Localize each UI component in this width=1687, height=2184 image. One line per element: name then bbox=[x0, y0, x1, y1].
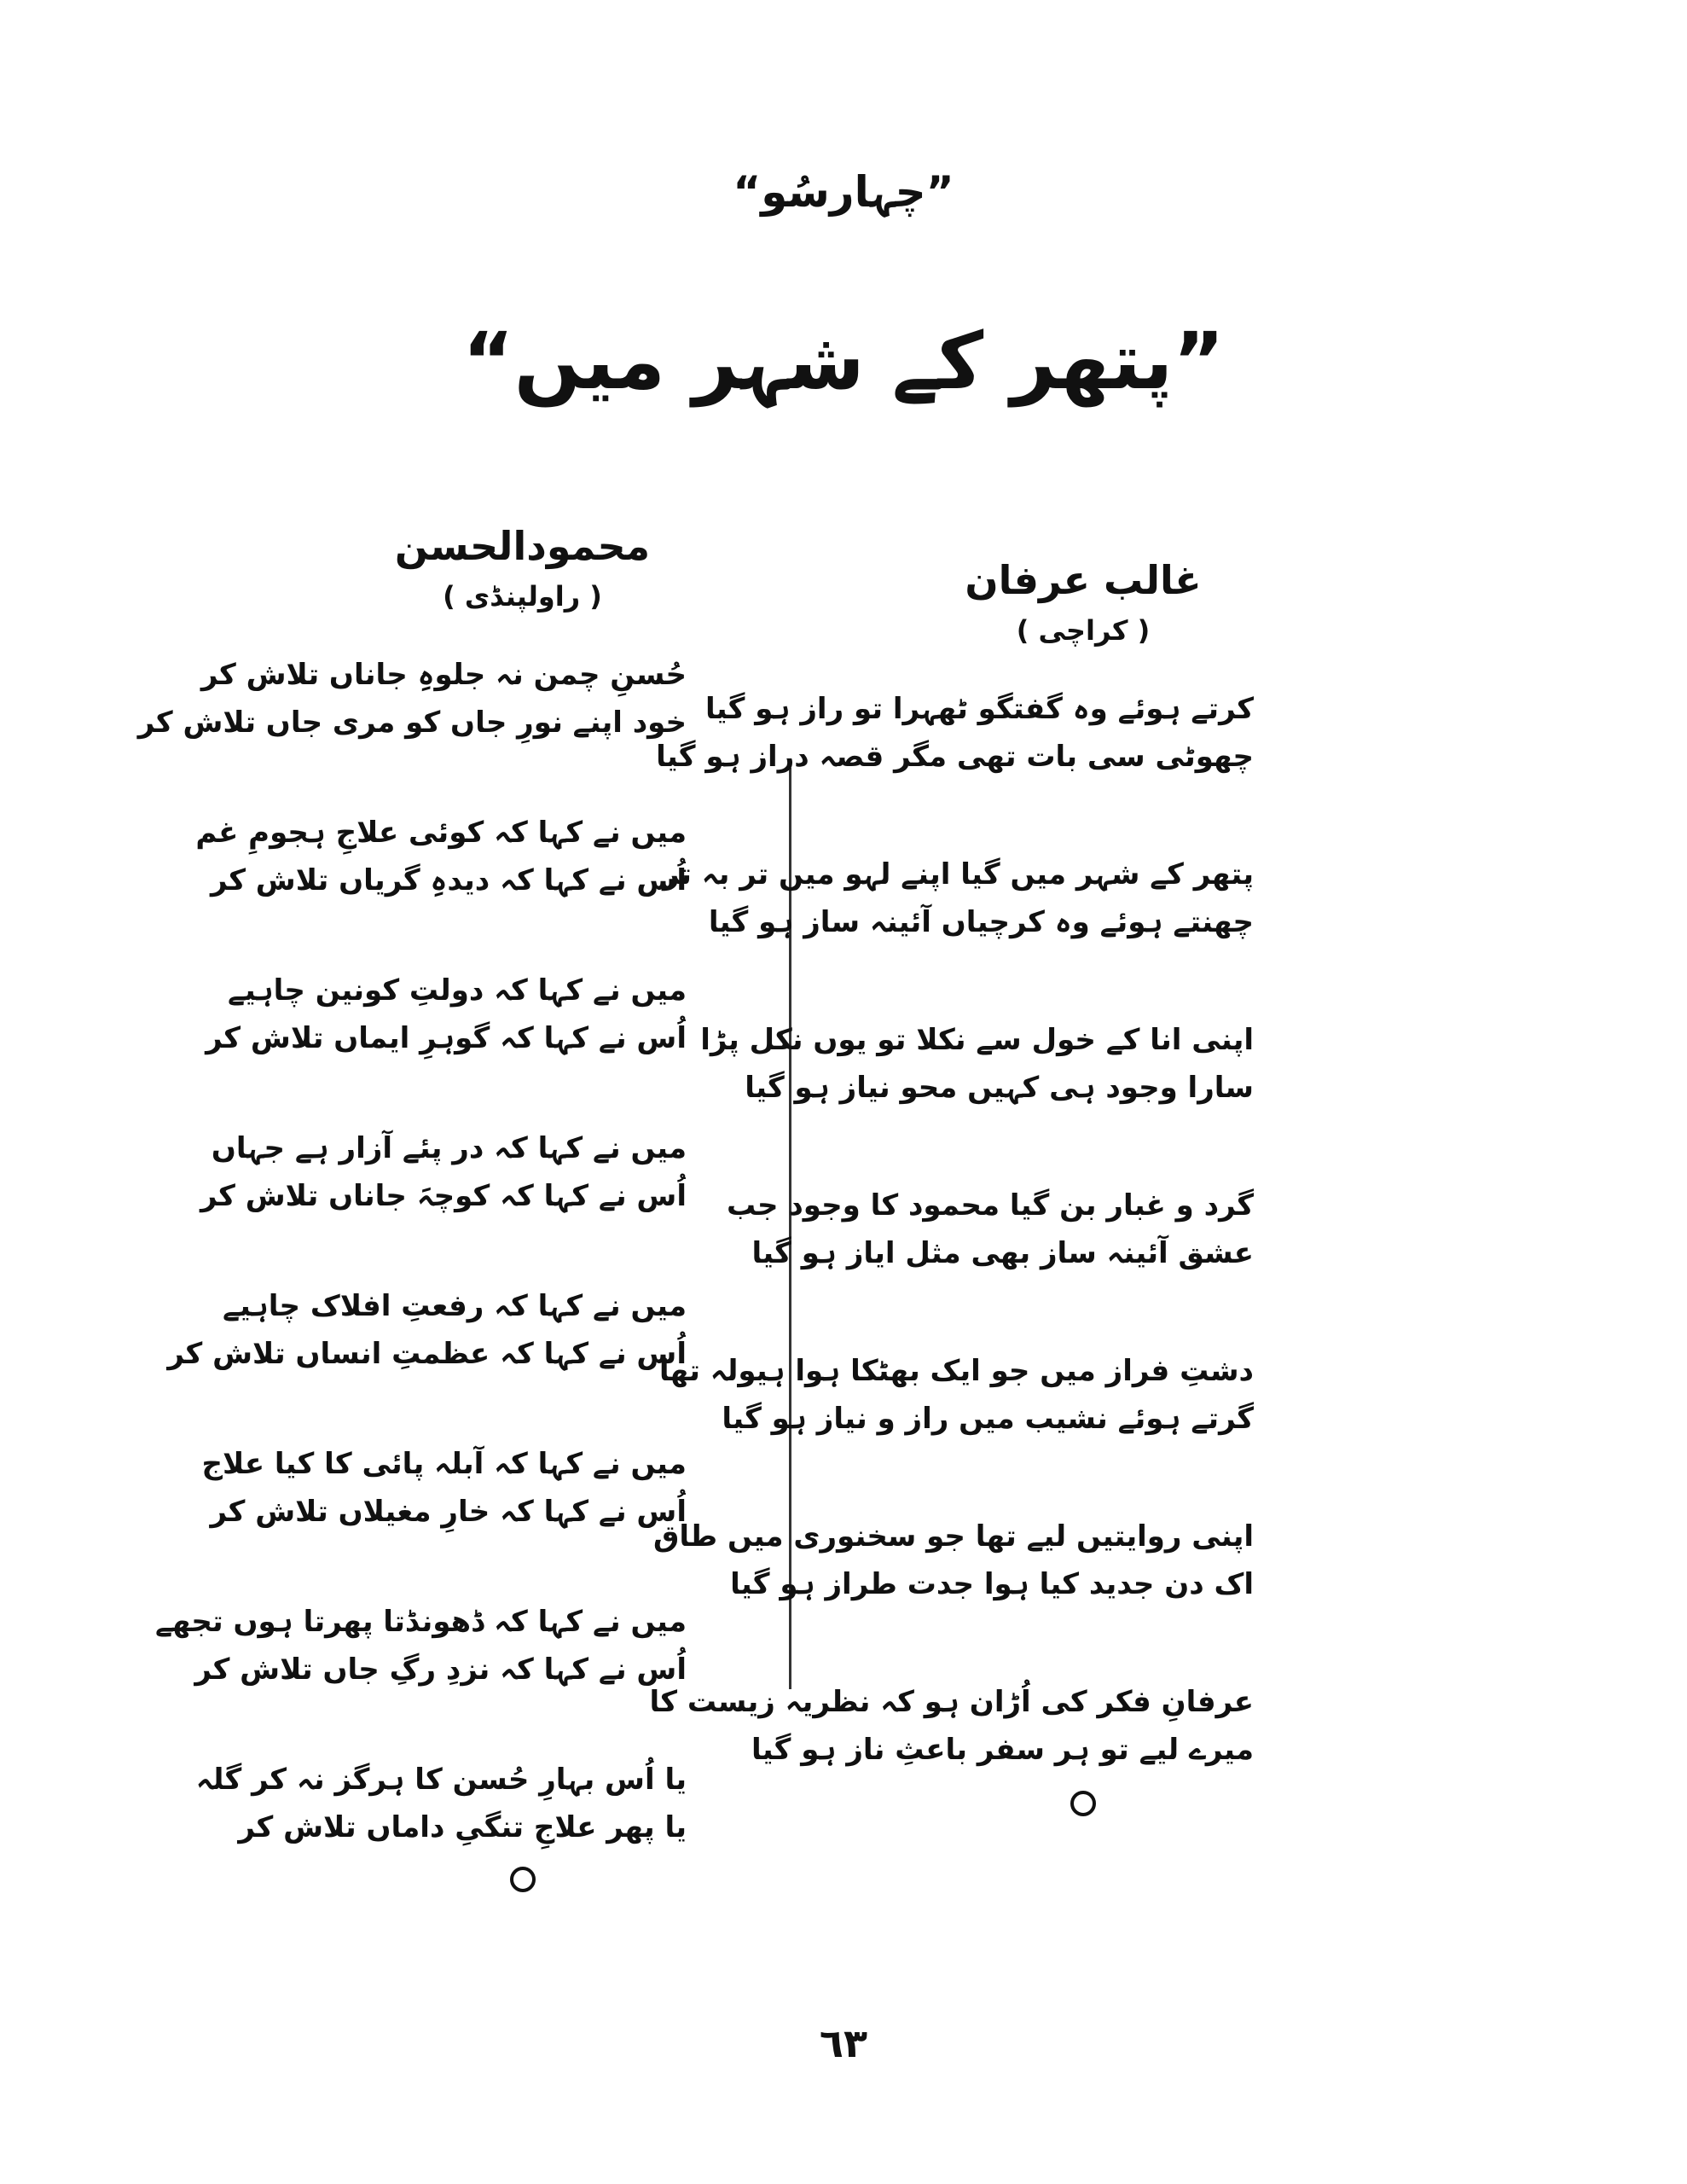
poet-city: ( کراچی ) bbox=[1016, 614, 1151, 647]
verse-line: خود اپنے نورِ جاں کو مری جاں تلاش کر bbox=[137, 706, 687, 740]
stanza bbox=[137, 651, 687, 746]
magazine-title: ”چہارسُو“ bbox=[733, 167, 954, 217]
verse-line: میں نے کہا کہ دولتِ کونین چاہیے bbox=[227, 973, 687, 1008]
verse-line: میں نے کہا کہ کوئی علاجِ ہجومِ غم bbox=[195, 816, 687, 850]
verse-line: اُس نے کہا کہ نزدِ رگِ جاں تلاش کر bbox=[194, 1653, 687, 1687]
stanza bbox=[658, 1347, 1254, 1443]
stanza bbox=[195, 1756, 687, 1851]
verse-line: اُس نے کہا کہ خارِ مغیلاں تلاش کر bbox=[210, 1495, 687, 1529]
verse-line: گرد و غبار بن گیا محمود کا وجود جب bbox=[727, 1188, 1254, 1223]
stanza bbox=[727, 1182, 1254, 1277]
poet-name: غالب عرفان bbox=[965, 557, 1202, 603]
verse-line: یا اُس بہارِ حُسن کا ہرگز نہ کر گلہ bbox=[195, 1763, 687, 1797]
verse-line: میں نے کہا کہ ڈھونڈتا پھرتا ہوں تجھے bbox=[155, 1605, 687, 1639]
stanza bbox=[653, 1513, 1254, 1608]
stanza bbox=[649, 1678, 1254, 1774]
verse-line: چھنتے ہوئے وہ کرچیاں آئینہ ساز ہو گیا bbox=[708, 905, 1254, 939]
verse-line: میں نے کہا کہ رفعتِ افلاک چاہیے bbox=[223, 1289, 687, 1323]
poet-city: ( راولپنڈی ) bbox=[443, 580, 602, 613]
poet-name: محمودالحسن bbox=[394, 523, 651, 569]
end-circle-icon bbox=[1070, 1791, 1096, 1816]
verse-line: اُس نے کہا کہ دیدہِ گریاں تلاش کر bbox=[211, 863, 687, 897]
verse-line: اپنی انا کے خول سے نکلا تو یوں نکل پڑا bbox=[700, 1023, 1254, 1057]
poem-mahmood-ul-hasan bbox=[137, 516, 687, 1892]
verse-line: اُس نے کہا کہ گوہرِ ایماں تلاش کر bbox=[206, 1021, 687, 1055]
stanza bbox=[656, 685, 1254, 781]
verse-line: حُسنِ چمن نہ جلوہِ جاناں تلاش کر bbox=[200, 658, 687, 692]
verse-line: سارا وجود ہی کہیں محو نیاز ہو گیا bbox=[745, 1071, 1254, 1105]
verse-line: میں نے کہا کہ در پئے آزار ہے جہاں bbox=[211, 1131, 687, 1165]
verse-line: عشق آئینہ ساز بھی مثل ایاز ہو گیا bbox=[751, 1236, 1254, 1270]
verse-line: عرفانِ فکر کی اُڑان ہو کہ نظریہ زیست کا bbox=[649, 1685, 1254, 1719]
stanza bbox=[206, 967, 687, 1062]
stanza bbox=[700, 1016, 1254, 1112]
stanza bbox=[155, 1598, 687, 1693]
verse-line: میں نے کہا کہ آبلہ پائی کا کیا علاج bbox=[201, 1447, 687, 1481]
verse-line: اُس نے کہا کہ کوچہَ جاناں تلاش کر bbox=[200, 1179, 687, 1213]
end-circle-icon bbox=[510, 1867, 536, 1892]
stanza bbox=[195, 809, 687, 904]
stanza bbox=[662, 851, 1254, 946]
stanza bbox=[201, 1440, 687, 1536]
verse-line: کرتے ہوئے وہ گفتگو ٹھہرا تو راز ہو گیا bbox=[705, 692, 1254, 726]
page-number: ٦٣ bbox=[819, 2020, 868, 2066]
verse-line: گرتے ہوئے نشیب میں راز و نیاز ہو گیا bbox=[722, 1402, 1254, 1436]
verse-line: اپنی روایتیں لیے تھا جو سخنوری میں طاق bbox=[653, 1519, 1254, 1554]
poem-title: ”پتھر کے شہر میں“ bbox=[462, 316, 1225, 407]
stanza bbox=[167, 1282, 687, 1378]
poem-ghalib-irfan bbox=[649, 550, 1254, 1816]
stanza bbox=[200, 1124, 687, 1220]
verse-line: اک دن جدید کیا ہوا جدت طراز ہو گیا bbox=[730, 1567, 1254, 1601]
verse-line: پتھر کے شہر میں گیا اپنے لہو میں تر بہ تر bbox=[662, 857, 1254, 892]
verse-line: دشتِ فراز میں جو ایک بھٹکا ہوا ہیولہ تھا bbox=[658, 1354, 1254, 1388]
verse-line: یا پھر علاجِ تنگیِ داماں تلاش کر bbox=[238, 1810, 687, 1844]
verse-line: اُس نے کہا کہ عظمتِ انساں تلاش کر bbox=[167, 1337, 687, 1371]
verse-line: میرے لیے تو ہر سفر باعثِ ناز ہو گیا bbox=[751, 1733, 1254, 1767]
verse-line: چھوٹی سی بات تھی مگر قصہ دراز ہو گیا bbox=[656, 740, 1254, 774]
